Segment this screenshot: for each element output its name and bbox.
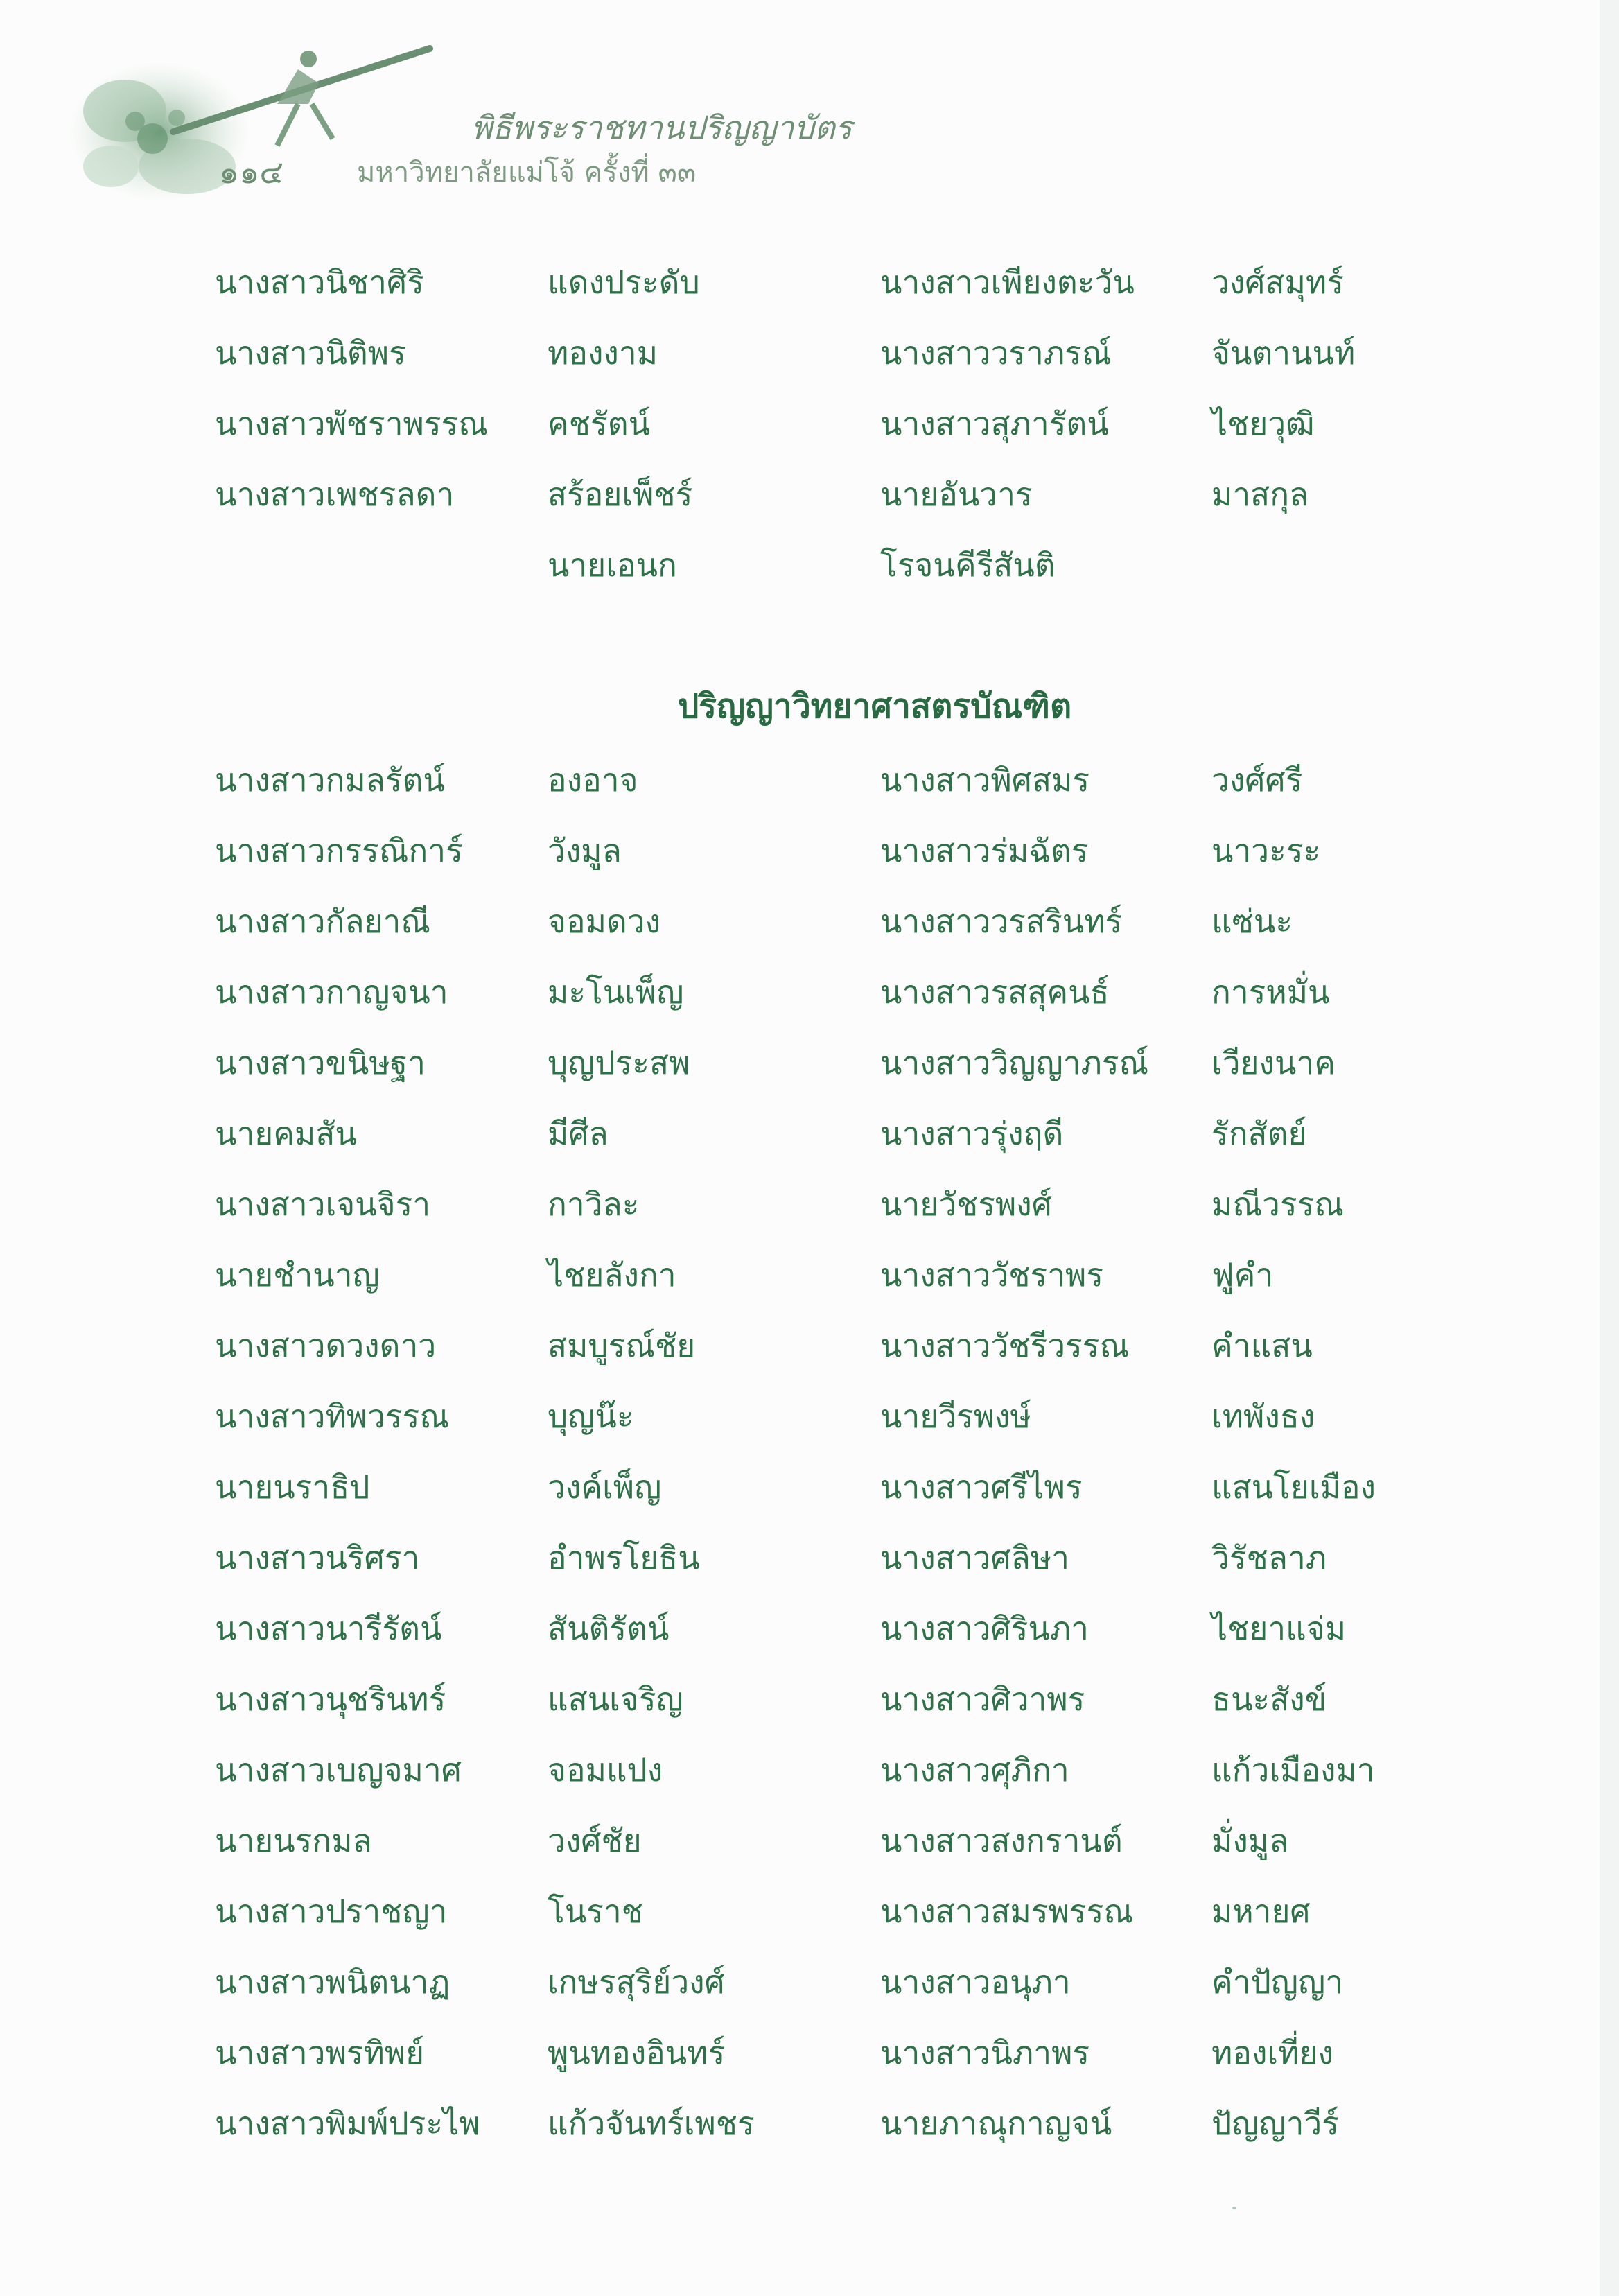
table-row (0, 1604, 1619, 1653)
last-name: ไชยาแจ่ม (1211, 1610, 1347, 1647)
paper-speck (1232, 2207, 1236, 2209)
last-name: แก้วจันทร์เพชร (548, 2105, 755, 2142)
first-name: นางสาวนุชรินทร์ (215, 1680, 446, 1718)
table-row (0, 1038, 1619, 1087)
table-row (0, 1887, 1619, 1936)
table-row (0, 1533, 1619, 1582)
first-name: นางสาวสมรพรรณ (880, 1893, 1133, 1930)
first-name: นางสาวเบญจมาศ (215, 1751, 462, 1789)
last-name: พูนทองอินทร์ (548, 2034, 726, 2071)
table-row (0, 541, 1619, 589)
first-name: นายอันวาร (880, 476, 1033, 513)
first-name: นางสาวเพชรลดา (215, 476, 455, 513)
table-row (0, 826, 1619, 875)
first-name: นางสาววัชรีวรรณ (880, 1327, 1130, 1364)
last-name: บุญน๊ะ (548, 1398, 634, 1435)
first-name: นางสาวรุ่งฤดี (880, 1115, 1064, 1152)
first-name: นางสาวนริศรา (215, 1539, 420, 1576)
last-name: องอาจ (548, 761, 638, 799)
last-name: แสนโยเมือง (1211, 1468, 1376, 1506)
first-name: นางสาวพนิตนาฏ (215, 1963, 450, 2001)
table-row (0, 968, 1619, 1016)
first-name: นางสาวขนิษฐา (215, 1044, 426, 1081)
first-name: นางสาวพัชราพรรณ (215, 405, 488, 442)
table-row (0, 470, 1619, 519)
first-name: นางสาวกาญจนา (215, 973, 448, 1011)
last-name: วงศ์ศรี (1211, 761, 1303, 799)
last-name: คำปัญญา (1211, 1963, 1344, 2001)
first-name: นายนราธิป (215, 1468, 370, 1506)
table-row (0, 1958, 1619, 2006)
last-name: นาวะระ (1211, 832, 1321, 869)
table-row (0, 1392, 1619, 1441)
first-name: นางสาวกัลยาณี (215, 903, 430, 940)
table-row (0, 756, 1619, 804)
first-name: นางสาวพิมพ์ประไพ (215, 2105, 480, 2142)
last-name: วิรัชลาภ (1211, 1539, 1327, 1576)
last-name: จันตานนท์ (1211, 334, 1356, 372)
last-name: มาสกุล (1211, 476, 1309, 513)
last-name: บุญประสพ (548, 1044, 690, 1081)
first-name: นางสาวกรรณิการ์ (215, 832, 463, 869)
last-name: กาวิละ (548, 1185, 640, 1223)
table-row (0, 258, 1619, 306)
last-name: สันติรัตน์ (548, 1610, 670, 1647)
last-name: โนราช (548, 1893, 643, 1930)
last-name: วงค์เพ็ญ (548, 1468, 662, 1506)
first-name: นางสาวเพียงตะวัน (880, 263, 1135, 301)
section-heading-text: ปริญญาวิทยาศาสตรบัณฑิต (677, 687, 1072, 726)
first-name: นางสาวทิพวรรณ (215, 1398, 450, 1435)
last-name: มณีวรรณ (1211, 1185, 1344, 1223)
last-name: จอมดวง (548, 903, 661, 940)
first-name: นางสาวรสสุคนธ์ (880, 973, 1110, 1011)
last-name: ไชยวุฒิ (1211, 405, 1315, 442)
last-name: ทองงาม (548, 334, 658, 372)
first-name: นางสาวพรทิพย์ (215, 2034, 425, 2071)
first-name: นางสาวสุภารัตน์ (880, 405, 1109, 442)
last-name: เวียงนาค (1211, 1044, 1336, 1081)
first-name: นายคมสัน (215, 1115, 357, 1152)
last-name: ทองเที่ยง (1211, 2034, 1333, 2071)
first-name: นายนรกมล (215, 1822, 372, 1859)
first-name: นายชำนาญ (215, 1256, 380, 1294)
last-name: ปัญญาวีร์ (1211, 2105, 1339, 2142)
last-name: รักสัตย์ (1211, 1115, 1307, 1152)
first-name: นางสาวนิติพร (215, 334, 406, 372)
table-row (0, 2028, 1619, 2077)
table-row (0, 897, 1619, 946)
last-name: เทพังธง (1211, 1398, 1315, 1435)
first-name: นางสาวนารีรัตน์ (215, 1610, 442, 1647)
last-name: ธนะสังข์ (1211, 1680, 1327, 1718)
last-name: อำพรโยธิน (548, 1539, 700, 1576)
last-name: วังมูล (548, 832, 622, 869)
last-name: สร้อยเพ็ชร์ (548, 476, 693, 513)
first-name: นายวีรพงษ์ (880, 1398, 1031, 1435)
first-name: นางสาววราภรณ์ (880, 334, 1112, 372)
first-name: นางสาววรสรินทร์ (880, 903, 1123, 940)
first-name: นายวัชรพงศ์ (880, 1185, 1052, 1223)
table-row (0, 399, 1619, 448)
section-heading (0, 682, 1619, 731)
first-name: นางสาวศิรินภา (880, 1610, 1089, 1647)
last-name: แดงประดับ (548, 263, 700, 301)
header-subtitle: มหาวิทยาลัยแม่โจ้ ครั้งที่ ๓๓ (357, 157, 697, 189)
table-row (0, 1321, 1619, 1370)
table-row (0, 1463, 1619, 1511)
first-name: นางสาววิญญาภรณ์ (880, 1044, 1149, 1081)
last-name: แซ่นะ (1211, 903, 1293, 940)
table-row (0, 329, 1619, 377)
table-row (0, 1746, 1619, 1794)
first-name: นางสาวปราชญา (215, 1893, 448, 1930)
first-name: นางสาวนิภาพร (880, 2034, 1090, 2071)
last-name: แสนเจริญ (548, 1680, 683, 1718)
first-name: นางสาวเจนจิรา (215, 1185, 431, 1223)
last-name: การหมั่น (1211, 973, 1330, 1011)
table-row (0, 1180, 1619, 1228)
first-name: นางสาววัชราพร (880, 1256, 1104, 1294)
first-name: นางสาวศิวาพร (880, 1680, 1085, 1718)
first-name: นางสาวดวงดาว (215, 1327, 437, 1364)
table-row (0, 1816, 1619, 1865)
first-name: นางสาวพิศสมร (880, 761, 1090, 799)
table-row (0, 1675, 1619, 1723)
last-name: จอมแปง (548, 1751, 663, 1789)
first-name: นางสาวนิชาศิริ (215, 263, 424, 301)
first-name: นางสาวสงกรานต์ (880, 1822, 1123, 1859)
table-row (0, 1109, 1619, 1158)
page-number: ๑๑๔ (219, 153, 284, 191)
first-name: นายเอนก (548, 546, 677, 584)
first-name: นางสาวศลิษา (880, 1539, 1070, 1576)
first-name: นายภาณุกาญจน์ (880, 2105, 1112, 2142)
last-name: คำแสน (1211, 1327, 1313, 1364)
table-row (0, 1251, 1619, 1299)
last-name: วงศ์ชัย (548, 1822, 642, 1859)
last-name: เกษรสุริย์วงศ์ (548, 1963, 725, 2001)
last-name: ฟูคำ (1211, 1256, 1274, 1294)
first-name: นางสาวศรีไพร (880, 1468, 1083, 1506)
last-name: มะโนเพ็ญ (548, 973, 684, 1011)
header-title: พิธีพระราชทานปริญญาบัตร (471, 109, 852, 146)
first-name: นางสาวอนุภา (880, 1963, 1071, 2001)
last-name: ไชยลังกา (548, 1256, 676, 1294)
first-name: นางสาวร่มฉัตร (880, 832, 1089, 869)
last-name: มีศีล (548, 1115, 609, 1152)
first-name: นางสาวศุภิกา (880, 1751, 1069, 1789)
last-name: แก้วเมืองมา (1211, 1751, 1375, 1789)
table-row (0, 2099, 1619, 2148)
last-name: มหายศ (1211, 1893, 1311, 1930)
last-name: โรจนคีรีสันติ (880, 546, 1056, 584)
last-name: สมบูรณ์ชัย (548, 1327, 696, 1364)
last-name: วงศ์สมุทร์ (1211, 263, 1344, 301)
first-name: นางสาวกมลรัตน์ (215, 761, 445, 799)
last-name: คชรัตน์ (548, 405, 651, 442)
last-name: มั่งมูล (1211, 1822, 1289, 1859)
